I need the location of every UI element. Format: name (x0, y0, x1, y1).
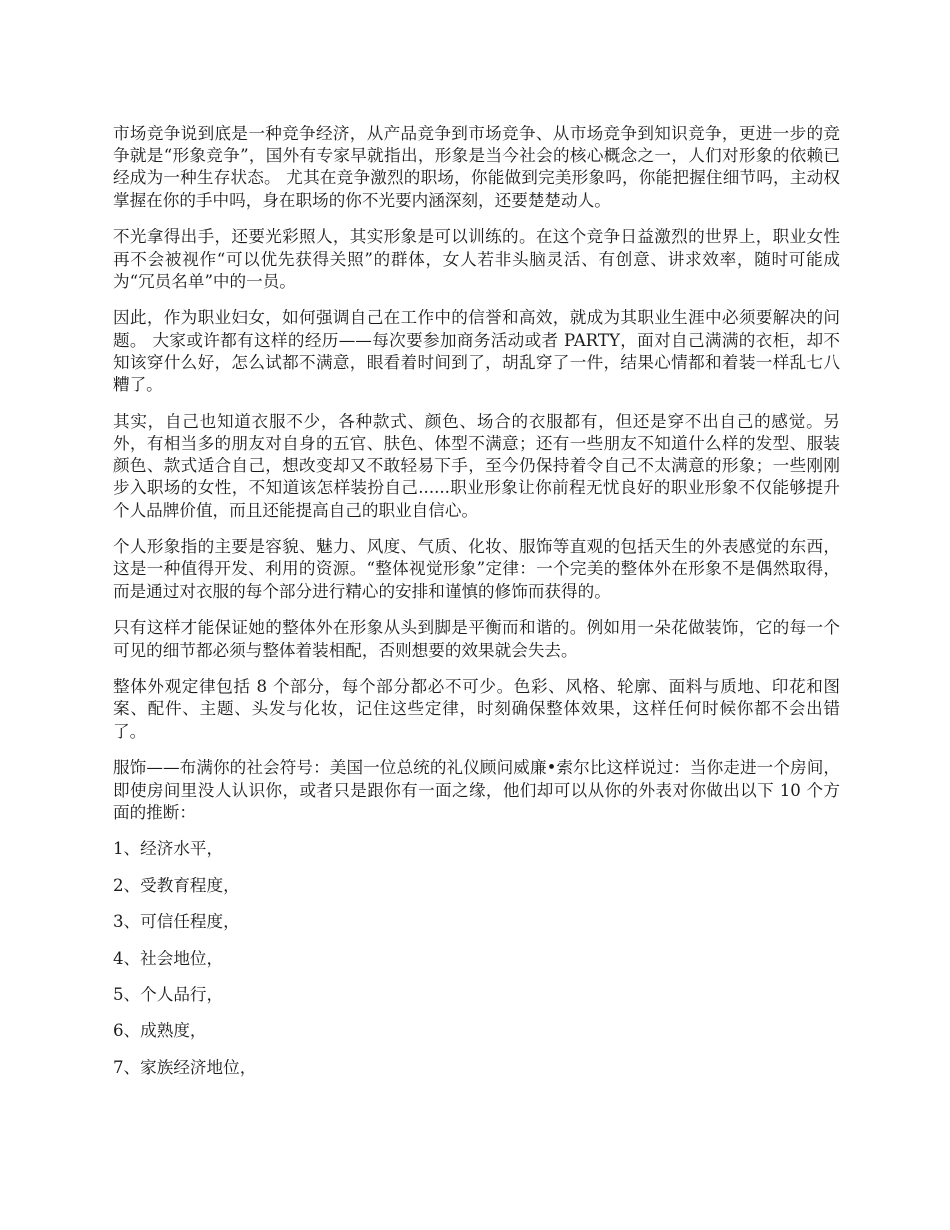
list-item: 1、经济水平， (113, 839, 224, 859)
list-item: 6、成熟度， (113, 1021, 207, 1041)
list-item: 7、家族经济地位， (113, 1057, 257, 1077)
inference-list (113, 838, 840, 1079)
list-item: 3、可信任程度， (113, 912, 240, 932)
paragraph-3: 因此，作为职业妇女，如何强调自己在工作中的信誉和高效，就成为其职业生涯中必须要解决的问题。 大家或许都有这样的经历——每次要参加商务活动或者 PARTY，面对自己满满的衣柜，却不知该穿什么好，怎么试都不满意，眼看着时间到了，胡乱穿了一件，结果心情都和着装一样乱七八糟了。 (113, 308, 840, 395)
document-body (113, 123, 840, 1093)
paragraph-7: 整体外观定律包括 8 个部分，每个部分都必不可少。色彩、风格、轮廓、面料与质地、印花和图案、配件、主题、头发与化妆，记住这些定律，时刻确保整体效果，这样任何时候你都不会出错了。 (113, 677, 840, 741)
list-item: 4、社会地位， (113, 948, 224, 968)
paragraph-1: 市场竞争说到底是一种竞争经济，从产品竞争到市场竞争、从市场竞争到知识竞争，更进一步的竞争就是“形象竞争”，国外有专家早就指出，形象是当今社会的核心概念之一，人们对形象的依赖已经成为一种生存状态。 尤其在竞争激烈的职场，你能做到完美形象吗，你能把握住细节吗，主动权掌握在你的手中吗，身在职场的你不光要内涵深刻，还要楚楚动人。 (113, 124, 840, 210)
paragraph-2: 不光拿得出手，还要光彩照人，其实形象是可以训练的。在这个竞争日益激烈的世界上，职业女性再不会被视作“可以优先获得关照”的群体，女人若非头脑灵活、有创意、讲求效率，随时可能成为“冗员名单”中的一员。 (113, 227, 840, 291)
paragraph-6: 只有这样才能保证她的整体外在形象从头到脚是平衡而和谐的。例如用一朵花做装饰，它的每一个可见的细节都必须与整体着装相配，否则想要的效果就会失去。 (113, 618, 840, 660)
list-item: 2、受教育程度， (113, 875, 240, 895)
paragraph-4: 其实，自己也知道衣服不少，各种款式、颜色、场合的衣服都有，但还是穿不出自己的感觉。另外，有相当多的朋友对自身的五官、肤色、体型不满意；还有一些朋友不知道什么样的发型、服装颜色、款式适合自己，想改变却又不敢轻易下手，至今仍保持着令自己不太满意的形象；一些刚刚步入职场的女性，不知道该怎样装扮自己......职业形象让你前程无忧良好的职业形象不仅能够提升个人品牌价值，而且还能提高自己的职业自信心。 (113, 411, 840, 520)
paragraph-8: 服饰——布满你的社会符号：美国一位总统的礼仪顾问威廉•索尔比这样说过：当你走进一个房间，即使房间里没人认识你，或者只是跟你有一面之缘，他们却可以从你的外表对你做出以下 10 个方面的推断： (113, 758, 840, 822)
paragraph-5: 个人形象指的主要是容貌、魅力、风度、气质、化妆、服饰等直观的包括天生的外表感觉的东西，这是一种值得开发、利用的资源。“整体视觉形象”定律：一个完美的整体外在形象不是偶然取得，而是通过对衣服的每个部分进行精心的安排和谨慎的修饰而获得的。 (113, 537, 840, 601)
list-item: 5、个人品行， (113, 985, 224, 1005)
